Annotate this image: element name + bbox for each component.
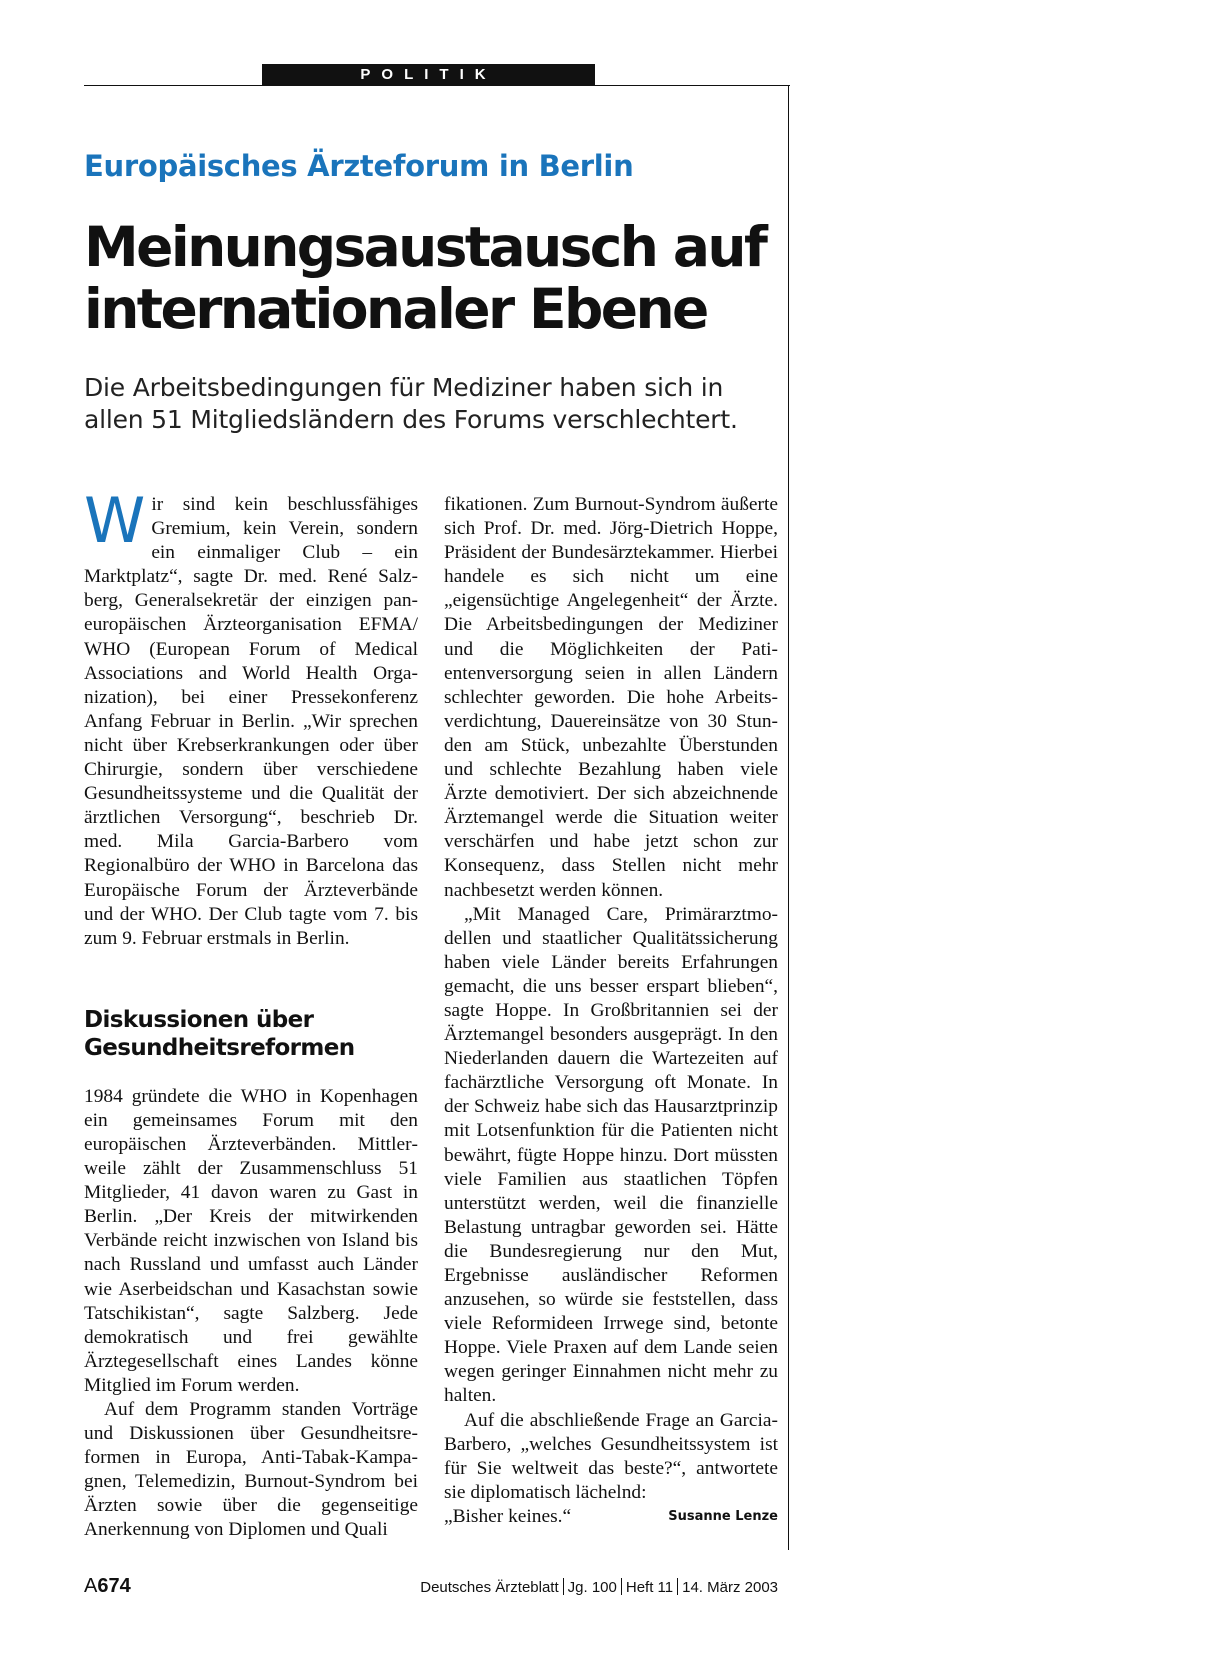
journal-date: 14. März 2003	[682, 1579, 778, 1596]
headline: Meinungsaustausch auf internationaler Ebene	[84, 215, 766, 341]
footer-divider	[677, 1578, 678, 1595]
dek: Die Arbeitsbedingungen für Mediziner haben sich in allen 51 Mitgliedsländern des Forums verschlechtert.	[84, 373, 738, 434]
drop-cap: W	[84, 484, 146, 557]
article-closing-line	[444, 1505, 778, 1529]
footer-divider	[563, 1578, 564, 1595]
page-prefix: A	[84, 1575, 98, 1597]
journal-volume: Jg. 100	[567, 1579, 617, 1596]
paragraph-text: ir sind kein beschlussfähiges Gremium, kein Verein, sondern ein einmaliger Club – ein Marktplatz“, sagte Dr. med. René Salzberg, Generalsekretär der einzigen paneuropäischen Ärzteorganisation EFMA/ WHO (European Forum of Medical Associations and World Health Organization), bei einer Pressekonferenz Anfang Februar in Berlin. „Wir sprechen nicht über Krebserkrankungen oder über Chirurgie, sondern über verschiedene Gesundheitssysteme und die Qualität der ärztlichen Versorgung“, beschrieb Dr. med. Mila Garcia-Barbero vom Regionalbüro der WHO in Barcelona das Europäische Forum der Ärzteverbände und der WHO. Der Club tagte vom 7. bis zum 9. Februar erstmals in Berlin.	[84, 494, 418, 949]
journal-footer	[420, 1578, 778, 1596]
section-label: POLITIK	[262, 64, 595, 85]
author-signature: Susanne Lenze	[668, 1508, 778, 1524]
page-number-value: 674	[97, 1575, 131, 1597]
article-paragraph: Auf die abschließende Frage an Garcia-Barbero, „welches Gesundheitssystem ist für Sie weltweit das beste?“, antwortete sie diplomatisch lächelnd:	[444, 1409, 778, 1503]
article-paragraph: 1984 gründete die WHO in Kopenhagen ein gemeinsames Forum mit den europäischen Ärzteverbänden. Mittlerweile zählt der Zusammenschluss 51 Mitglieder, 41 davon waren zu Gast in Berlin. „Der Kreis der mitwirkenden Verbände reicht inzwischen von Island bis nach Russland und umfasst auch Länder wie Aserbeidschan und Kasachstan sowie Tatschikistan“, sagte Salzberg. Jede demokratisch und frei gewählte Ärztegesellschaft eines Landes könne Mitglied im Forum werden.	[84, 1085, 418, 1396]
footer-divider	[621, 1578, 622, 1595]
article-column-left	[84, 484, 418, 1543]
top-rule	[84, 85, 790, 86]
page-number	[84, 1575, 131, 1598]
closing-quote: „Bisher keines.“	[444, 1505, 572, 1527]
article-paragraph	[84, 484, 418, 951]
article-column-right	[444, 493, 778, 1529]
article-paragraph: „Mit Managed Care, Primärarztmodellen und staatlicher Qualitätssicherung haben viele Länder bereits Erfahrungen gemacht, die uns besser erspart blieben“, sagte Hoppe. In Großbritannien sei der Ärztemangel besonders ausgeprägt. In den Niederlanden dauern die Wartezeiten auf fachärztliche Versorgung oft Monate. In der Schweiz habe sich das Hausarztprinzip mit Lotsenfunktion für die Patienten nicht bewährt, fügte Hoppe hinzu. Dort müssten viele Familien aus staatlichen Töpfen unterstützt werden, weil die finanzielle Belastung untragbar geworden sei. Hätte die Bundesregierung nur den Mut, Ergebnisse ausländischer Reformen anzusehen, so würde sie feststellen, dass viele Reformideen Irrwege sind, betonte Hoppe. Viele Praxen auf dem Lande seien wegen geringer Einnahmen nicht mehr zu halten.	[444, 903, 778, 1407]
journal-name: Deutsches Ärzteblatt	[420, 1579, 559, 1596]
article-paragraph: fikationen. Zum Burnout-Syndrom äußerte sich Prof. Dr. med. Jörg-Dietrich Hoppe, Präsident der Bundesärztekammer. Hierbei handele es sich nicht um eine „eigensüchtige Angelegenheit“ der Ärzte. Die Arbeitsbedingungen der Mediziner und die Möglichkeiten der Patientenversorgung seien in allen Ländern schlechter geworden. Die hohe Arbeitsverdichtung, Dauereinsätze von 30 Stunden am Stück, unbezahlte Überstunden und schlechte Bezahlung haben viele Ärzte demotiviert. Der sich abzeichnende Ärztemangel werde die Situation weiter verschärfen und habe jetzt schon zur Konsequenz, dass Stellen nicht mehr nachbesetzt werden können.	[444, 494, 778, 901]
article-paragraph: Auf dem Programm standen Vorträge und Diskussionen über Gesundheitsreformen in Europa, Anti-Tabak-Kampagnen, Telemedizin, Burnout-Syndrom bei Ärzten sowie über die gegenseitige Anerkennung von Diplomen und Quali	[84, 1399, 418, 1541]
journal-issue: Heft 11	[625, 1579, 674, 1596]
kicker: Europäisches Ärzteforum in Berlin	[84, 149, 634, 183]
subheading: Diskussionen über Gesundheitsreformen	[84, 1006, 355, 1061]
